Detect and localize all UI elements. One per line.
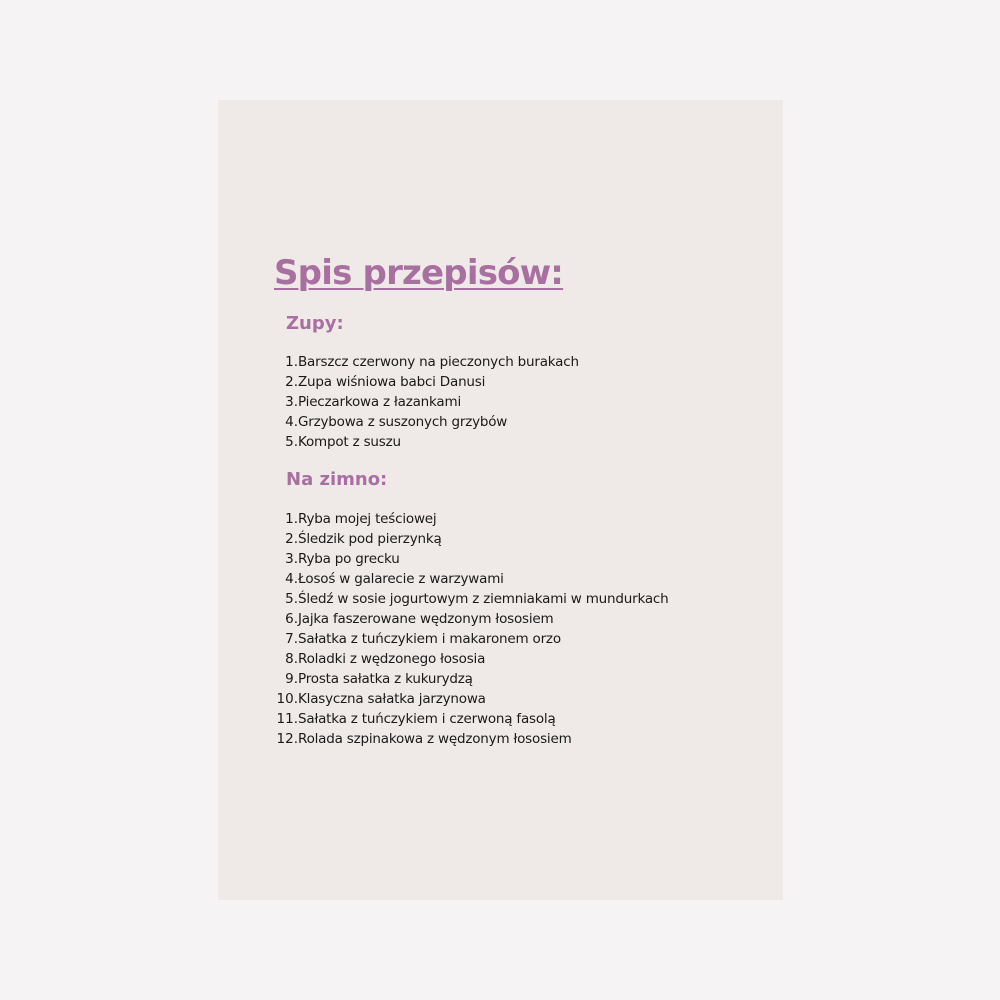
item-number: 10. — [276, 691, 298, 707]
list-item — [268, 589, 669, 609]
item-text: Śledzik pod pierzynką — [298, 531, 442, 547]
item-number: 3. — [285, 551, 298, 567]
item-text: Barszcz czerwony na pieczonych burakach — [298, 354, 579, 370]
item-text: Rolada szpinakowa z wędzonym łososiem — [298, 731, 572, 747]
list-item — [268, 432, 579, 452]
list-item — [268, 689, 669, 709]
list-item — [268, 629, 669, 649]
item-number: 12. — [276, 731, 298, 747]
list-item — [268, 669, 669, 689]
item-text: Grzybowa z suszonych grzybów — [298, 414, 508, 430]
item-number: 9. — [285, 671, 298, 687]
item-text: Śledź w sosie jogurtowym z ziemniakami w mundurkach — [298, 591, 669, 607]
list-item — [268, 352, 579, 372]
list-item — [268, 372, 579, 392]
item-text: Sałatka z tuńczykiem i czerwoną fasolą — [298, 711, 556, 727]
list-item — [268, 509, 669, 529]
item-text: Łosoś w galarecie z warzywami — [298, 571, 504, 587]
item-number: 3. — [285, 394, 298, 410]
item-number: 1. — [285, 354, 298, 370]
item-number: 8. — [285, 651, 298, 667]
item-number: 5. — [285, 591, 298, 607]
list-item — [268, 729, 669, 749]
item-text: Ryba mojej teściowej — [298, 511, 437, 527]
item-number: 2. — [285, 374, 298, 390]
section-heading-na-zimno: Na zimno: — [286, 469, 388, 490]
item-text: Pieczarkowa z łazankami — [298, 394, 461, 410]
item-text: Sałatka z tuńczykiem i makaronem orzo — [298, 631, 561, 647]
item-text: Klasyczna sałatka jarzynowa — [298, 691, 486, 707]
item-text: Kompot z suszu — [298, 434, 401, 450]
item-text: Jajka faszerowane wędzonym łososiem — [298, 611, 554, 627]
item-text: Ryba po grecku — [298, 551, 400, 567]
list-item — [268, 549, 669, 569]
item-number: 6. — [285, 611, 298, 627]
list-item — [268, 392, 579, 412]
item-number: 2. — [285, 531, 298, 547]
recipe-list-zupy — [268, 352, 579, 452]
item-number: 4. — [285, 571, 298, 587]
item-number: 5. — [285, 434, 298, 450]
item-number: 4. — [285, 414, 298, 430]
list-item — [268, 609, 669, 629]
item-number: 7. — [285, 631, 298, 647]
item-number: 11. — [276, 711, 298, 727]
recipe-index-page — [218, 100, 783, 900]
list-item — [268, 569, 669, 589]
section-heading-zupy: Zupy: — [286, 313, 344, 334]
recipe-list-na-zimno — [268, 509, 669, 749]
list-item — [268, 709, 669, 729]
item-text: Roladki z wędzonego łososia — [298, 651, 486, 667]
list-item — [268, 529, 669, 549]
item-number: 1. — [285, 511, 298, 527]
item-text: Zupa wiśniowa babci Danusi — [298, 374, 486, 390]
list-item — [268, 649, 669, 669]
page-title: Spis przepisów: — [274, 253, 564, 293]
item-text: Prosta sałatka z kukurydzą — [298, 671, 473, 687]
list-item — [268, 412, 579, 432]
